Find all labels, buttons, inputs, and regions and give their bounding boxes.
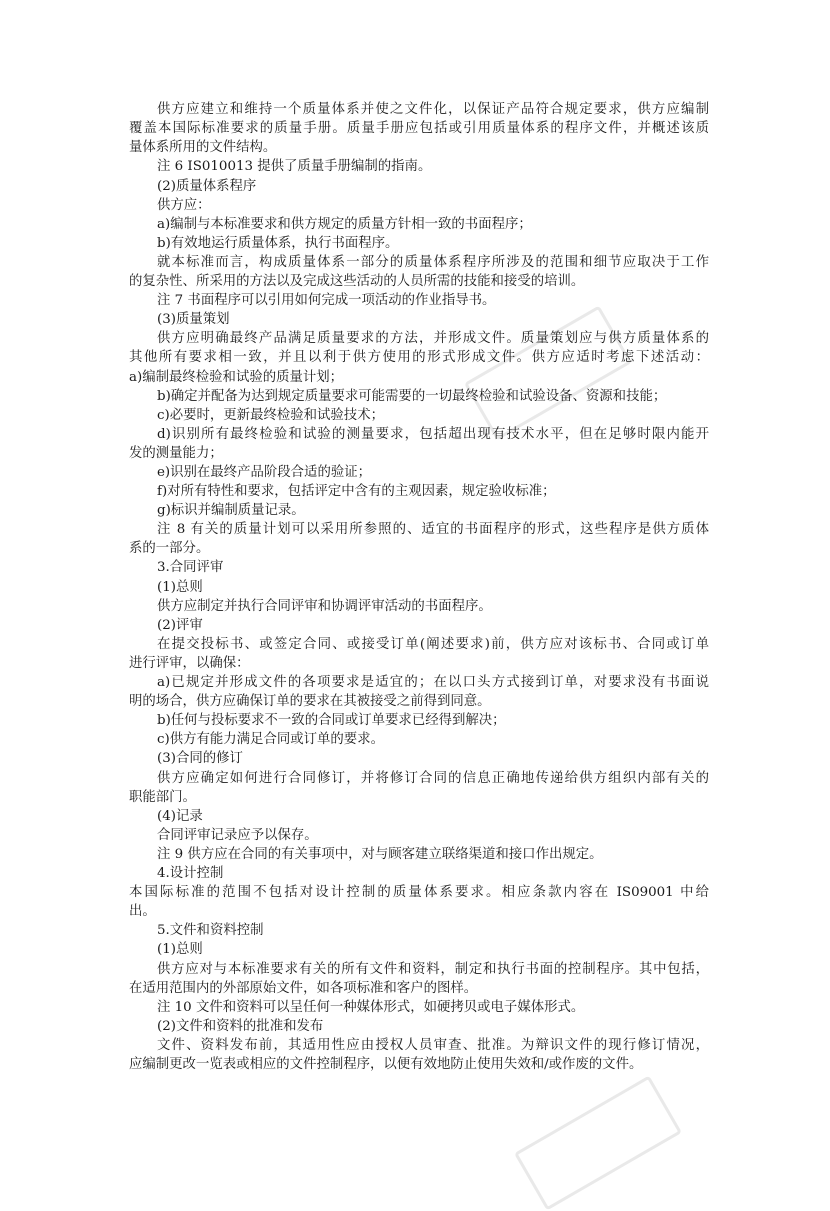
section-heading: 3.合同评审 bbox=[157, 560, 224, 575]
note-line: 注 6 IS010013 提供了质量手册编制的指南。 bbox=[157, 159, 432, 174]
list-item: g)标识并编制质量记录。 bbox=[157, 503, 305, 518]
paragraph-line: 在提交投标书、或签定合同、或接受订单(阐述要求)前，供方应对该标书、合同或订单 bbox=[157, 637, 709, 652]
paragraph-line: 的复杂性、所采用的方法以及完成这些活动的人员所需的技能和接受的培训。 bbox=[129, 274, 585, 289]
list-item: e)识别在最终产品阶段合适的验证； bbox=[157, 465, 372, 480]
list-item: d)识别所有最终检验和试验的测量要求，包括超出现有技术水平，但在足够时限内能开 bbox=[157, 427, 709, 442]
paragraph-line: 覆盖本国际标准要求的质量手册。质量手册应包括或引用质量体系的程序文件，并概述该质 bbox=[129, 121, 709, 136]
list-item: 发的测量能力； bbox=[129, 446, 223, 461]
section-heading: (3)质量策划 bbox=[157, 312, 230, 327]
note-line: 注 8 有关的质量计划可以采用所参照的、适宜的书面程序的形式，这些程序是供方质体 bbox=[157, 522, 709, 537]
paragraph-line: 就本标准而言，构成质量体系一部分的质量体系程序所涉及的范围和细节应取决于工作 bbox=[157, 255, 709, 270]
paragraph-line: 职能部门。 bbox=[129, 790, 196, 805]
section-heading: (1)总则 bbox=[157, 580, 203, 595]
paragraph-line: 在适用范围内的外部原始文件，如各项标准和客户的图样。 bbox=[129, 981, 478, 996]
list-item: a)编制最终检验和试验的质量计划； bbox=[129, 370, 344, 385]
list-item: b)确定并配备为达到规定质量要求可能需要的一切最终检验和试验设备、资源和技能； bbox=[157, 389, 667, 404]
note-line: 注 7 书面程序可以引用如何完成一项活动的作业指导书。 bbox=[157, 293, 496, 308]
section-heading: (1)总则 bbox=[157, 942, 203, 957]
section-heading: 4.设计控制 bbox=[157, 866, 224, 881]
paragraph-line: 应编制更改一览表或相应的文件控制程序，以便有效地防止使用失效和/或作废的文件。 bbox=[129, 1057, 643, 1072]
paragraph-line: 供方应确定如何进行合同修订，并将修订合同的信息正确地传递给供方组织内部有关的 bbox=[157, 771, 709, 786]
paragraph-line: 供方应建立和维持一个质量体系并使之文件化，以保证产品符合规定要求，供方应编制 bbox=[157, 102, 709, 117]
list-item: c)必要时，更新最终检验和试验技术； bbox=[157, 408, 384, 423]
list-item: f)对所有特性和要求，包括评定中含有的主观因素，规定验收标准； bbox=[157, 484, 556, 499]
paragraph-line: 量体系所用的文件结构。 bbox=[129, 140, 277, 155]
note-line: 系的一部分。 bbox=[129, 541, 210, 556]
note-line: 注 9 供方应在合同的有关事项中，对与顾客建立联络渠道和接口作出规定。 bbox=[157, 847, 603, 862]
list-item: a)已规定并形成文件的各项要求是适宜的；在以口头方式接到订单，对要求没有书面说 bbox=[157, 675, 709, 690]
list-item: 明的场合，供方应确保订单的要求在其被接受之前得到同意。 bbox=[129, 694, 491, 709]
section-heading: (2)文件和资料的批准和发布 bbox=[157, 1019, 324, 1034]
paragraph-line: 供方应： bbox=[157, 198, 211, 213]
section-heading: (2)质量体系程序 bbox=[157, 179, 257, 194]
paragraph-line: 进行评审，以确保： bbox=[129, 656, 250, 671]
list-item: b)任何与投标要求不一致的合同或订单要求已经得到解决； bbox=[157, 713, 506, 728]
paragraph-line: 其他所有要求相一致，并且以利于供方使用的形式形成文件。供方应适时考虑下述活动： bbox=[129, 350, 709, 365]
paragraph-line: 供方应对与本标准要求有关的所有文件和资料，制定和执行书面的控制程序。其中包括， bbox=[157, 962, 709, 977]
paragraph-line: 出。 bbox=[129, 904, 156, 919]
list-item: c)供方有能力满足合同或订单的要求。 bbox=[157, 732, 384, 747]
note-line: 注 10 文件和资料可以呈任何一种媒体形式，如硬拷贝或电子媒体形式。 bbox=[157, 1000, 585, 1015]
list-item: a)编制与本标准要求和供方规定的质量方针相一致的书面程序； bbox=[157, 217, 532, 232]
section-heading: (4)记录 bbox=[157, 809, 203, 824]
paragraph-line: 本国际标准的范围不包括对设计控制的质量体系要求。相应条款内容在 IS09001 中给 bbox=[129, 885, 709, 900]
paragraph-line: 供方应制定并执行合同评审和协调评审活动的书面程序。 bbox=[157, 599, 492, 614]
paragraph-line: 合同评审记录应予以保存。 bbox=[157, 828, 318, 843]
section-heading: (3)合同的修订 bbox=[157, 751, 243, 766]
list-item: b)有效地运行质量体系，执行书面程序。 bbox=[157, 236, 399, 251]
paragraph-line: 供方应明确最终产品满足质量要求的方法，并形成文件。质量策划应与供方质量体系的 bbox=[157, 331, 709, 346]
section-heading: 5.文件和资料控制 bbox=[157, 923, 264, 938]
paragraph-line: 文件、资料发布前，其适用性应由授权人员审查、批准。为辩识文件的现行修订情况， bbox=[157, 1038, 709, 1053]
section-heading: (2)评审 bbox=[157, 618, 203, 633]
